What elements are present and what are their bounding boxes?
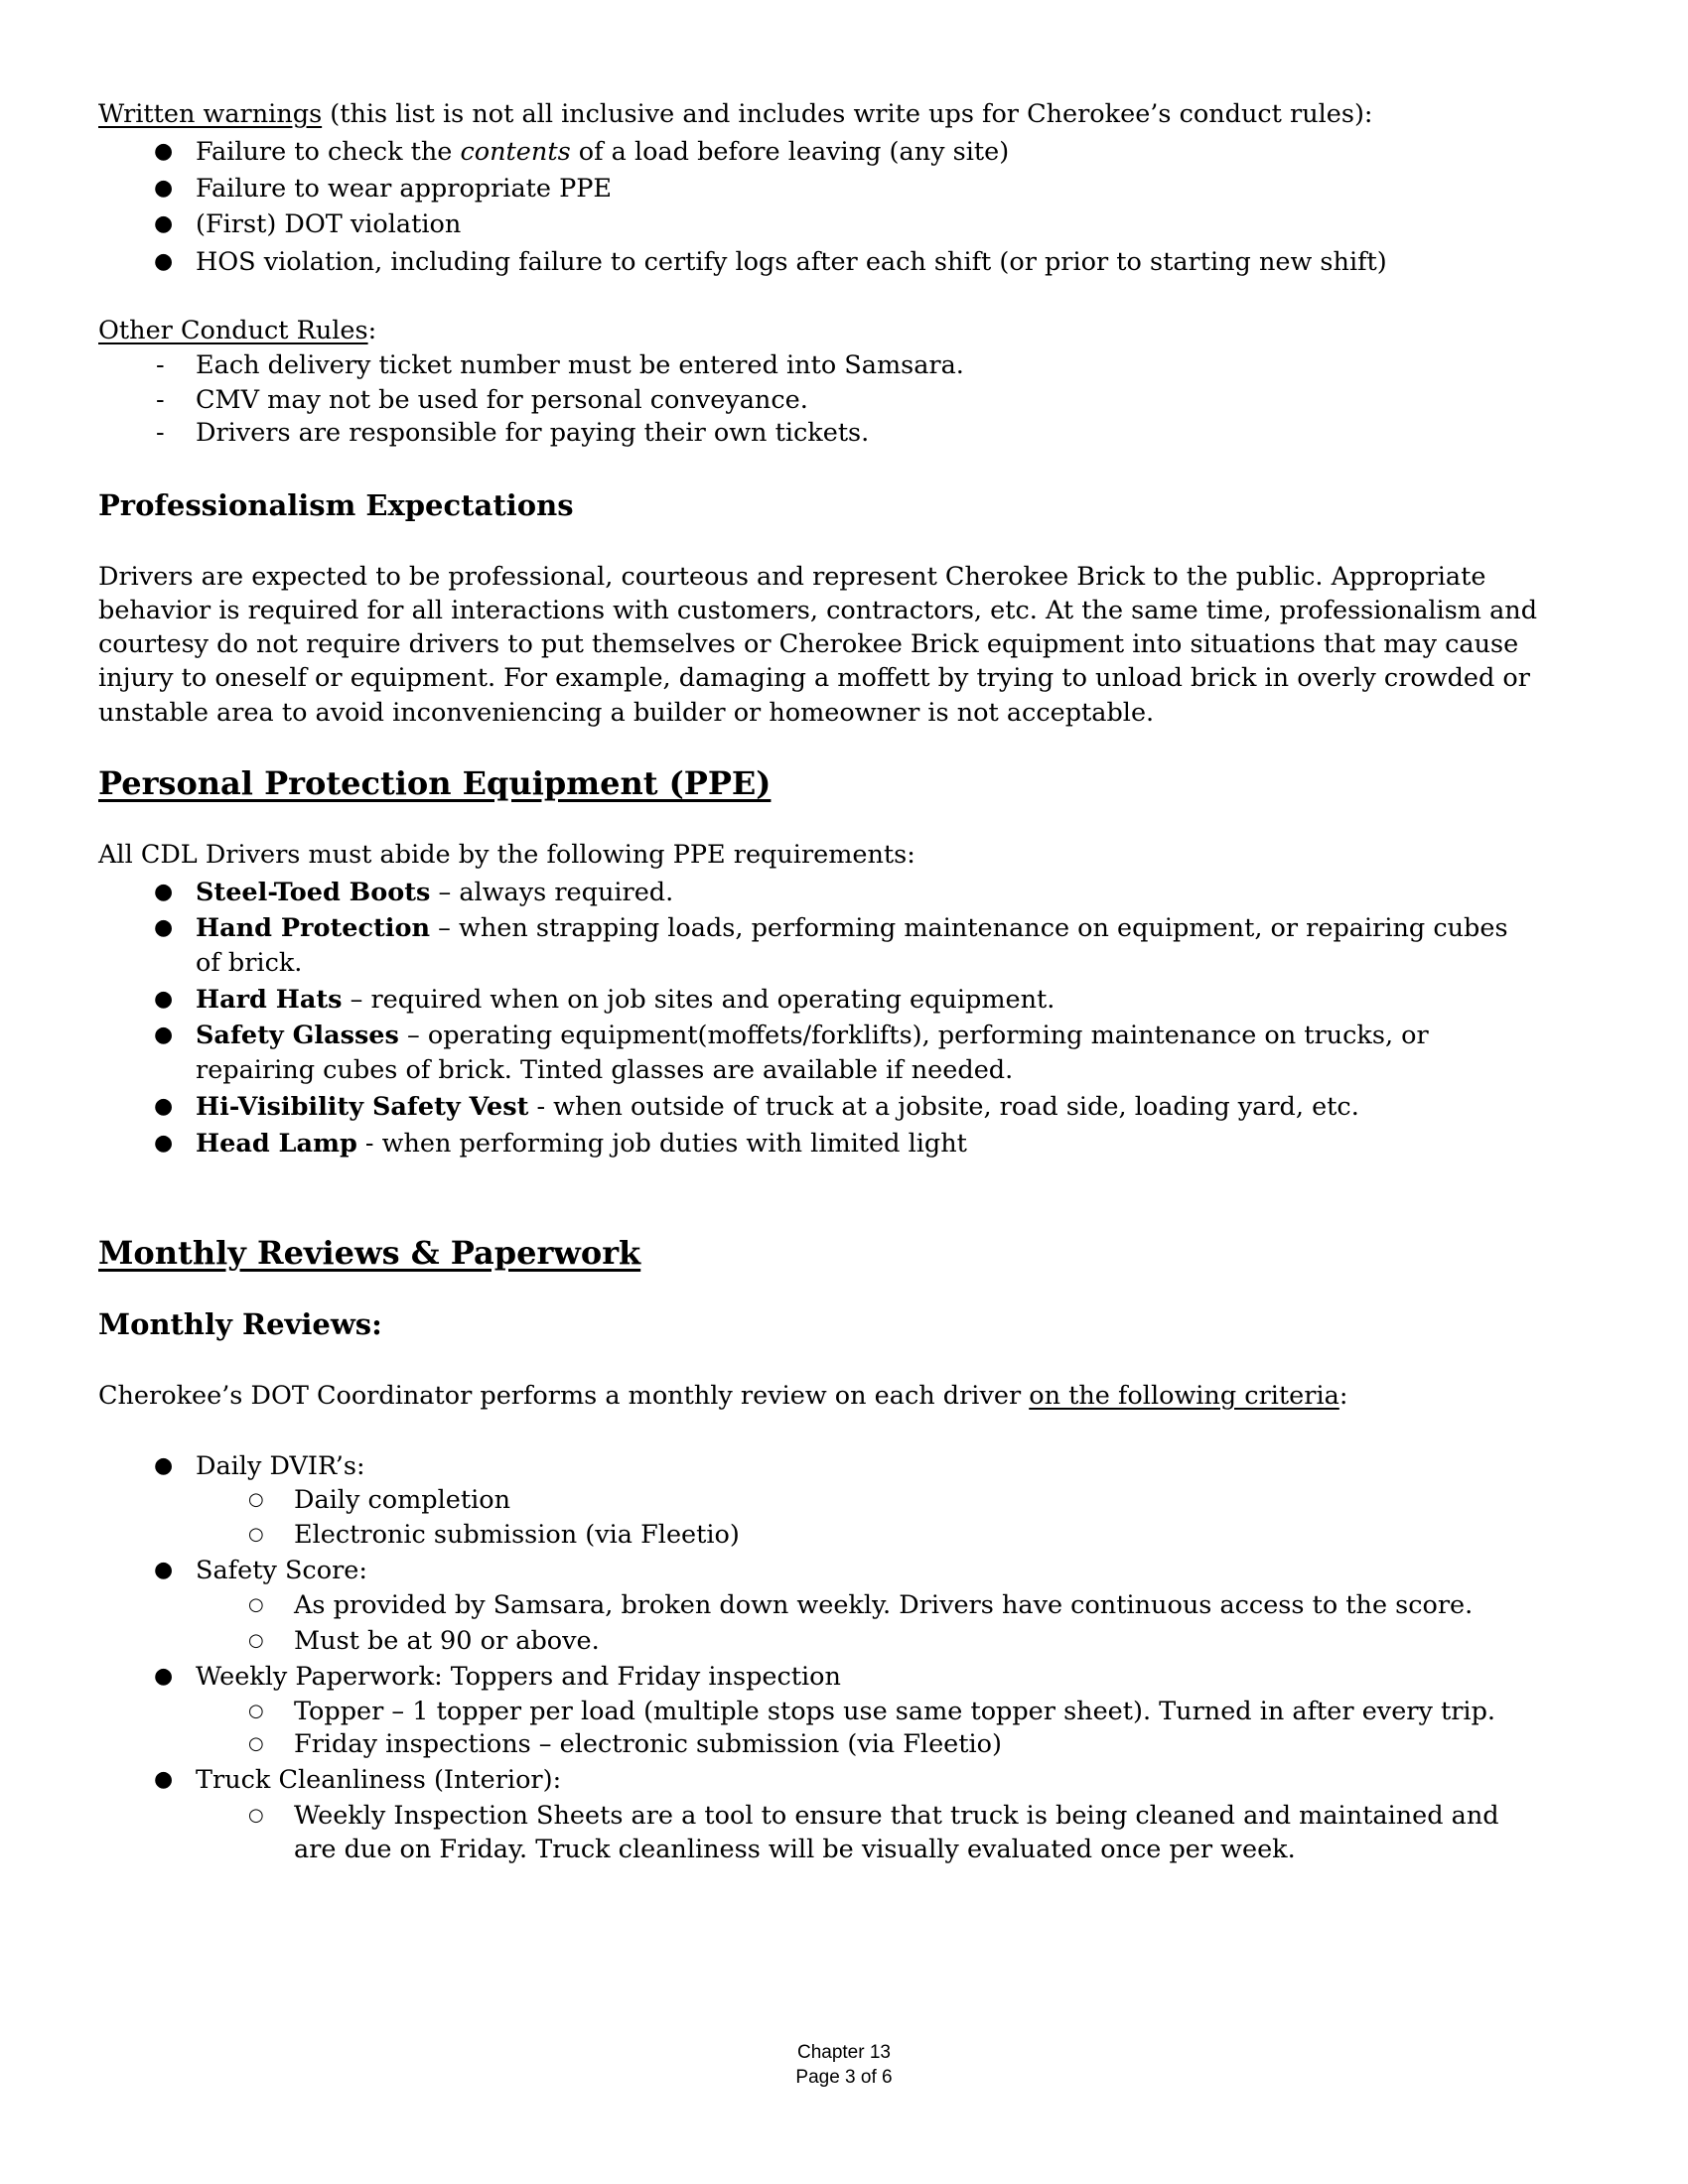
circle-bullet-icon: ○: [248, 1630, 264, 1651]
ppe-item-text: - when performing job duties with limited light: [356, 1129, 967, 1159]
ppe-item: [196, 984, 1055, 1016]
circle-bullet-icon: ○: [248, 1524, 264, 1545]
bullet-icon: ●: [154, 139, 174, 164]
bullet-icon: ●: [154, 176, 174, 201]
warning-item: Failure to wear appropriate PPE: [196, 174, 613, 204]
colon: :: [1338, 1381, 1348, 1411]
ppe-item-name: Safety Glasses: [196, 1021, 399, 1050]
ppe-item: [196, 1020, 1429, 1051]
warning-text: Failure to check the: [196, 137, 461, 167]
ppe-item: [196, 1091, 1359, 1123]
ppe-item-text: – required when on job sites and operating equipment.: [342, 985, 1055, 1015]
warning-text: of a load before leaving (any site): [570, 137, 1010, 167]
ppe-item-name: Hand Protection: [196, 913, 431, 943]
circle-bullet-icon: ○: [248, 1805, 264, 1826]
criteria-subitem: Must be at 90 or above.: [294, 1626, 600, 1656]
paragraph-line: Drivers are expected to be professional, courteous and represent Cherokee Brick to the public. Appropriate: [98, 562, 1486, 592]
warning-item: (First) DOT violation: [196, 209, 462, 239]
footer-chapter: Chapter 13: [796, 2042, 891, 2063]
ppe-item: [196, 912, 1508, 944]
bullet-icon: ●: [154, 1664, 174, 1689]
criteria-subitem-continuation: are due on Friday. Truck cleanliness will be visually evaluated once per week.: [294, 1835, 1296, 1864]
footer-page-number: Page 3 of 6: [795, 2067, 893, 2088]
ppe-item-text: – always required.: [430, 878, 674, 907]
ppe-item-text: - when outside of truck at a jobsite, road side, loading yard, etc.: [528, 1092, 1359, 1122]
criteria-underlined: on the following criteria: [1029, 1381, 1339, 1411]
criteria-item: Truck Cleanliness (Interior):: [196, 1765, 562, 1795]
ppe-item: [196, 1128, 967, 1160]
rule-item: Each delivery ticket number must be entered into Samsara.: [196, 350, 964, 380]
bullet-icon: ●: [154, 880, 174, 904]
other-rules-label: Other Conduct Rules: [98, 316, 368, 345]
ppe-item-continuation: repairing cubes of brick. Tinted glasses are available if needed.: [196, 1055, 1014, 1085]
circle-bullet-icon: ○: [248, 1594, 264, 1615]
bullet-icon: ●: [154, 1023, 174, 1047]
ppe-heading: Personal Protection Equipment (PPE): [98, 764, 772, 802]
ppe-item-name: Hard Hats: [196, 985, 343, 1015]
other-rules-intro: [98, 315, 376, 346]
monthly-subheading: Monthly Reviews:: [98, 1307, 382, 1341]
intro-text: Cherokee’s DOT Coordinator performs a monthly review on each driver: [98, 1381, 1030, 1411]
ppe-intro: All CDL Drivers must abide by the following PPE requirements:: [98, 840, 915, 870]
ppe-item-name: Head Lamp: [196, 1129, 357, 1159]
ppe-item-text: – when strapping loads, performing maintenance on equipment, or repairing cubes: [430, 913, 1508, 943]
criteria-item: Safety Score:: [196, 1556, 367, 1585]
criteria-subitem: Friday inspections – electronic submission (via Fleetio): [294, 1729, 1002, 1759]
paragraph-line: behavior is required for all interactions with customers, contractors, etc. At the same time, professionalism and: [98, 596, 1538, 625]
ppe-item: [196, 877, 673, 908]
written-warnings-intro: [98, 98, 1373, 130]
criteria-subitem: As provided by Samsara, broken down weekly. Drivers have continuous access to the score.: [294, 1590, 1474, 1620]
warning-emphasis: contents: [460, 137, 571, 167]
colon: :: [367, 316, 377, 345]
criteria-subitem: Weekly Inspection Sheets are a tool to ensure that truck is being cleaned and maintained and: [294, 1801, 1499, 1831]
dash-marker: -: [156, 418, 165, 448]
ppe-item-name: Hi-Visibility Safety Vest: [196, 1092, 529, 1122]
dash-marker: -: [156, 350, 165, 380]
ppe-item-name: Steel-Toed Boots: [196, 878, 431, 907]
dash-marker: -: [156, 385, 165, 415]
rule-item: CMV may not be used for personal conveyance.: [196, 385, 808, 415]
written-warnings-label: Written warnings: [98, 99, 323, 129]
bullet-icon: ●: [154, 1767, 174, 1792]
monthly-intro: [98, 1380, 1347, 1412]
criteria-subitem: Electronic submission (via Fleetio): [294, 1520, 740, 1550]
bullet-icon: ●: [154, 1094, 174, 1119]
ppe-item-continuation: of brick.: [196, 948, 303, 978]
bullet-icon: ●: [154, 249, 174, 274]
circle-bullet-icon: ○: [248, 1701, 264, 1721]
paragraph-line: courtesy do not require drivers to put themselves or Cherokee Brick equipment into situations that may cause: [98, 629, 1519, 659]
bullet-icon: ●: [154, 987, 174, 1012]
ppe-item-text: – operating equipment(moffets/forklifts), performing maintenance on trucks, or: [398, 1021, 1429, 1050]
written-warnings-note: (this list is not all inclusive and includes write ups for Cherokee’s conduct rules):: [322, 99, 1373, 129]
bullet-icon: ●: [154, 211, 174, 236]
criteria-subitem: Daily completion: [294, 1485, 511, 1515]
warning-item: HOS violation, including failure to certify logs after each shift (or prior to starting new shift): [196, 247, 1387, 277]
rule-item: Drivers are responsible for paying their own tickets.: [196, 418, 870, 448]
circle-bullet-icon: ○: [248, 1489, 264, 1510]
bullet-icon: ●: [154, 1131, 174, 1156]
bullet-icon: ●: [154, 1558, 174, 1582]
bullet-icon: ●: [154, 915, 174, 940]
professionalism-heading: Professionalism Expectations: [98, 488, 574, 522]
monthly-heading: Monthly Reviews & Paperwork: [98, 1234, 641, 1272]
paragraph-line: unstable area to avoid inconveniencing a builder or homeowner is not acceptable.: [98, 698, 1155, 728]
criteria-item: Weekly Paperwork: Toppers and Friday inspection: [196, 1662, 841, 1692]
bullet-icon: ●: [154, 1453, 174, 1478]
criteria-item: Daily DVIR’s:: [196, 1451, 365, 1481]
warning-item: [196, 136, 1009, 168]
criteria-subitem: Topper – 1 topper per load (multiple stops use same topper sheet). Turned in after every trip.: [294, 1697, 1496, 1726]
paragraph-line: injury to oneself or equipment. For example, damaging a moffett by trying to unload brick in overly crowded or: [98, 663, 1530, 693]
circle-bullet-icon: ○: [248, 1733, 264, 1754]
